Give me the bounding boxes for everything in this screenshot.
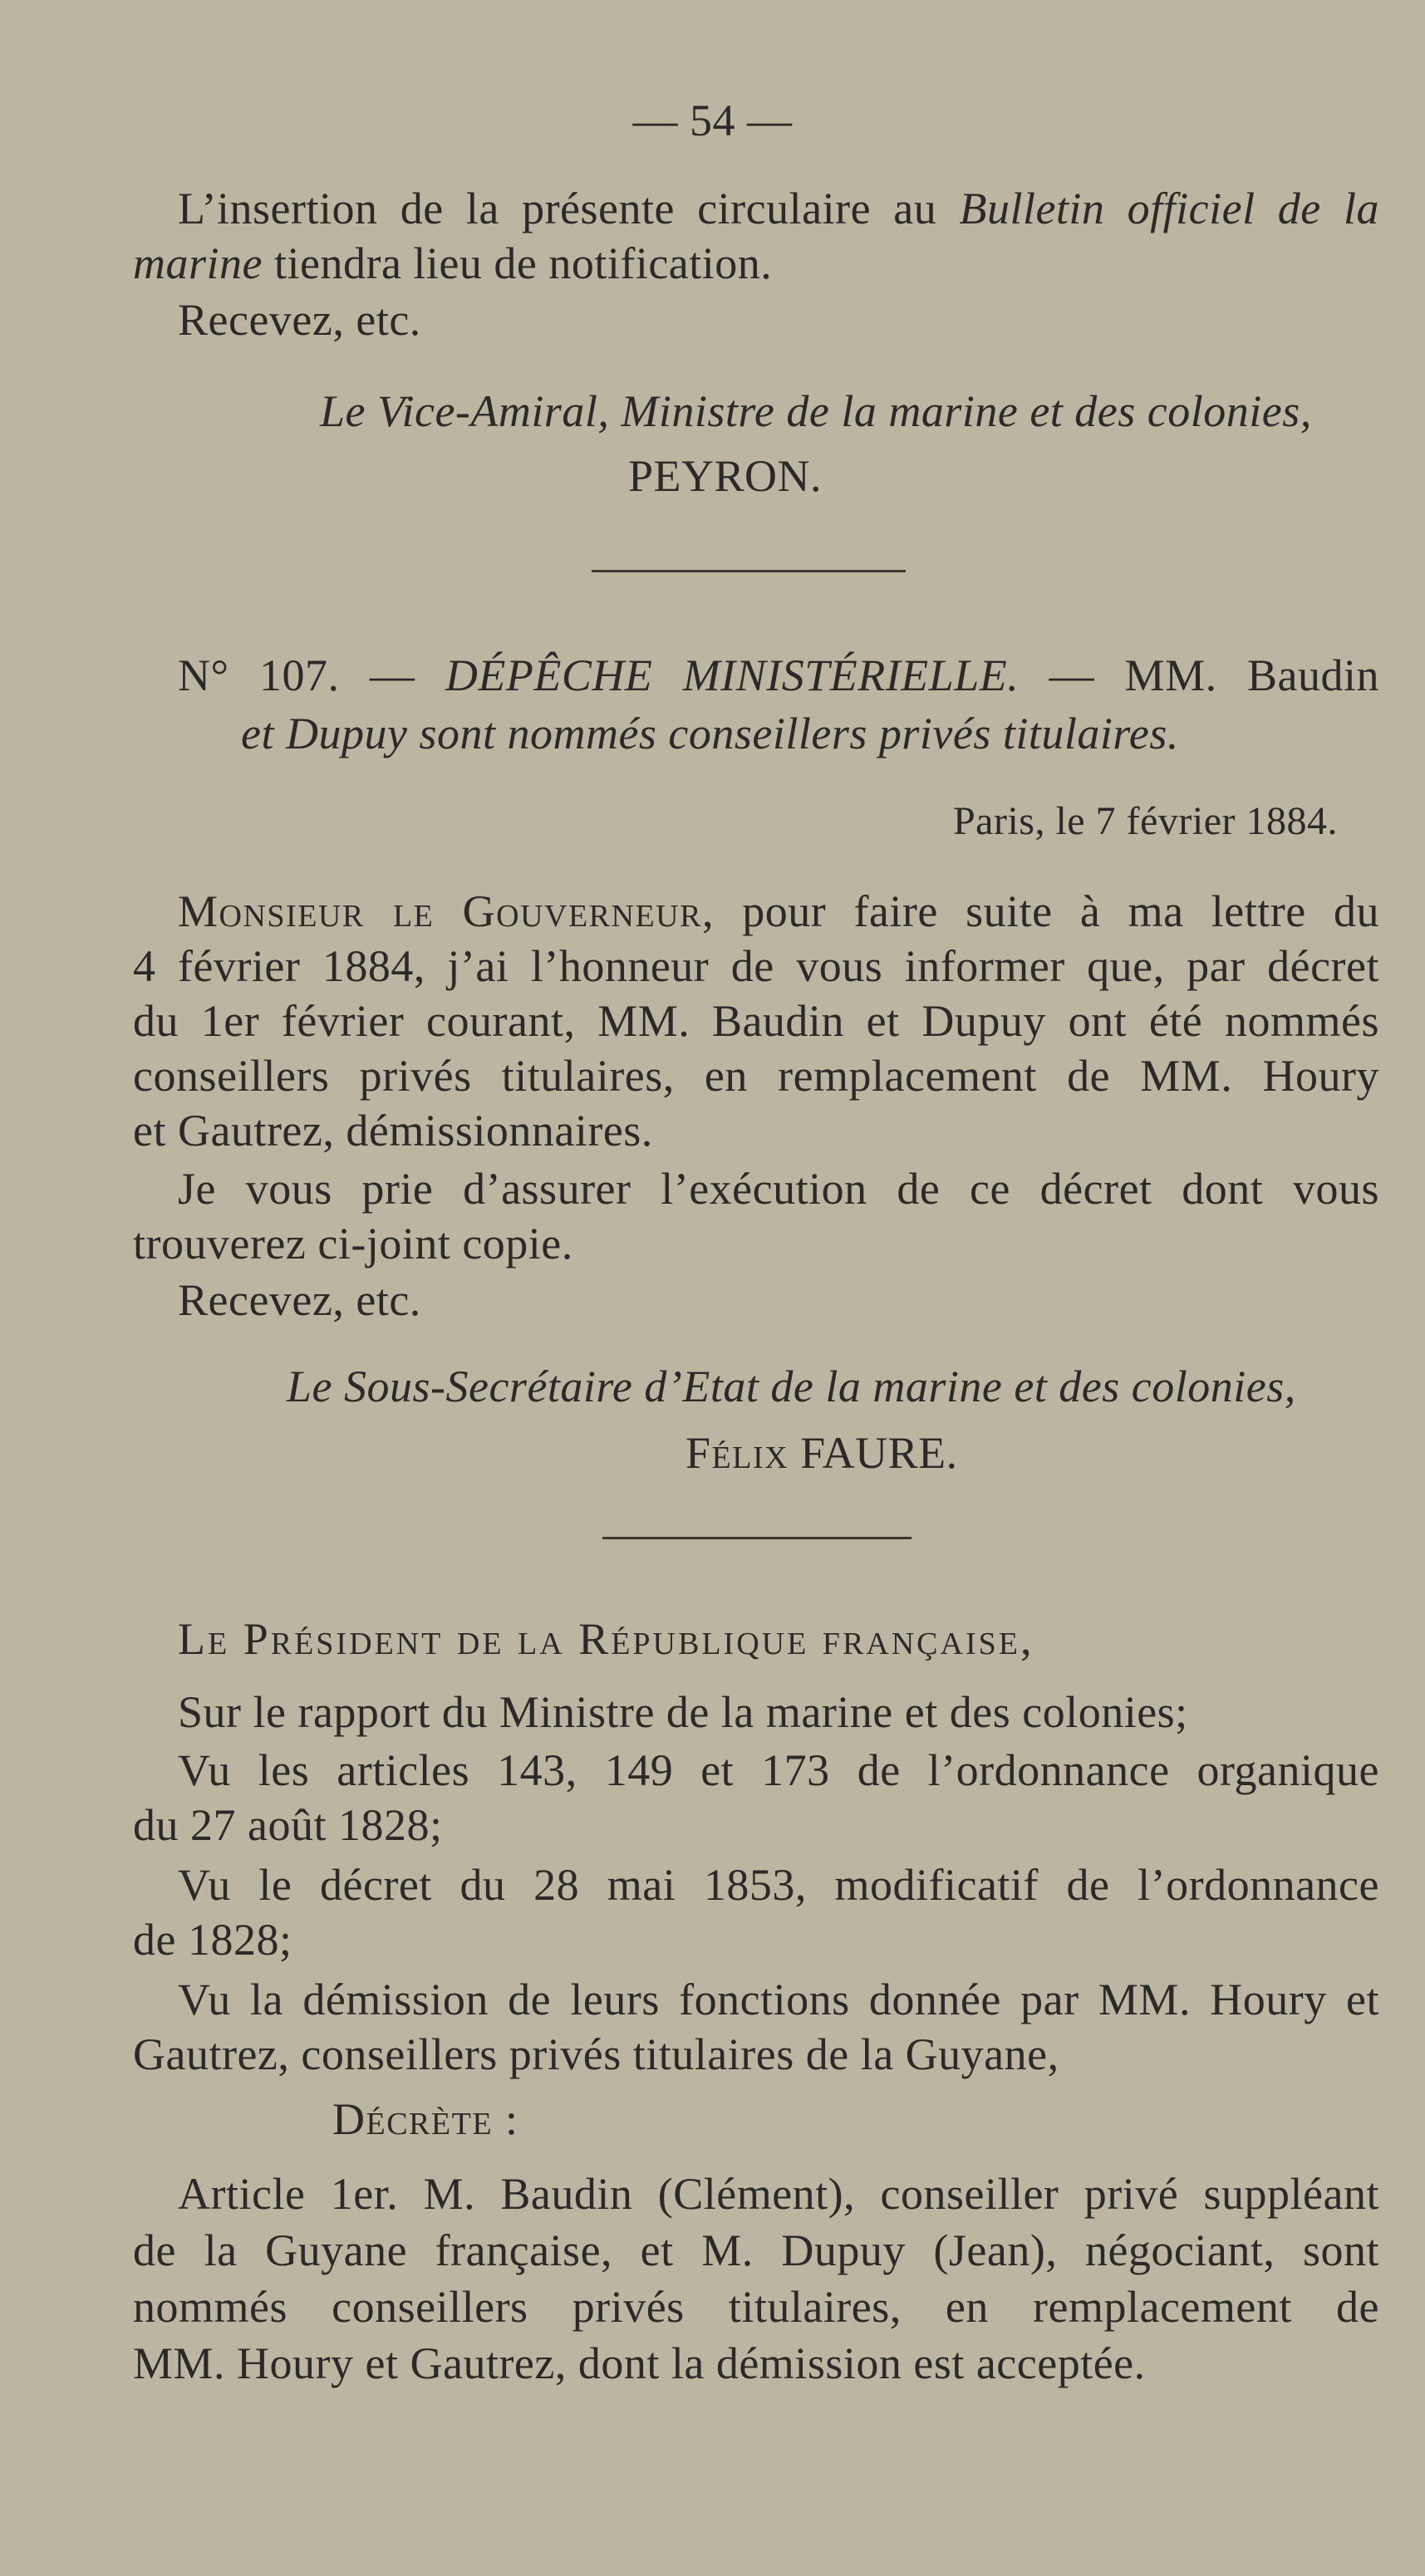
article-line-2: de la Guyane française, et M. Dupuy (Jean), négociant, sont bbox=[133, 2225, 1379, 2275]
decret-vu3-line-2: Gautrez, conseillers privés titulaires de la Guyane, bbox=[133, 2029, 1059, 2079]
letter-p1-line-2: 4 février 1884, j’ai l’honneur de vous informer que, par décret bbox=[133, 941, 1379, 991]
decret-vu2-line-2: de 1828; bbox=[133, 1915, 292, 1965]
article-line-1: Article 1er. M. Baudin (Clément), conseiller privé suppléant bbox=[178, 2169, 1379, 2219]
letter-p1-line-4: conseillers privés titulaires, en remplacement de MM. Houry bbox=[133, 1051, 1379, 1101]
letter-p1-line-1 bbox=[178, 884, 1379, 939]
decret-heading: Le Président de la République française, bbox=[178, 1614, 1034, 1664]
letter-text: pour faire suite à ma lettre du bbox=[714, 886, 1379, 936]
decrete-label: Décrète : bbox=[332, 2094, 519, 2144]
intro-line-2 bbox=[133, 236, 1379, 291]
closing-recevez-2: Recevez, etc. bbox=[178, 1275, 421, 1325]
depeche-number: N° 107. bbox=[178, 650, 340, 700]
letter-p2-line-1: Je vous prie d’assurer l’exécution de ce décret dont vous bbox=[178, 1164, 1379, 1214]
signature-name-faure bbox=[685, 1425, 1101, 1480]
closing-recevez-1: Recevez, etc. bbox=[178, 295, 421, 345]
dateline: Paris, le 7 février 1884. bbox=[952, 799, 1338, 843]
letter-p1-line-5: et Gautrez, démissionnaires. bbox=[133, 1106, 653, 1156]
signature-name-peyron: PEYRON. bbox=[627, 451, 823, 501]
depeche-title: DÉPÊCHE MINISTÉRIELLE. bbox=[445, 650, 1020, 700]
separator-rule-1 bbox=[592, 570, 906, 572]
bulletin-title: Bulletin officiel de la bbox=[959, 184, 1379, 233]
letter-p1-line-3: du 1er février courant, MM. Baudin et Dupuy ont été nommés bbox=[133, 996, 1379, 1046]
decret-vu1-line-1: Vu les articles 143, 149 et 173 de l’ordonnance organique bbox=[178, 1745, 1379, 1795]
signature-last-name: FAURE. bbox=[789, 1428, 958, 1478]
article-line-4: MM. Houry et Gautrez, dont la démission est acceptée. bbox=[133, 2338, 1146, 2388]
decret-sur-rapport: Sur le rapport du Ministre de la marine et des colonies; bbox=[178, 1687, 1188, 1737]
depeche-heading-line-1 bbox=[178, 648, 1379, 703]
signature-first-name: Félix bbox=[685, 1428, 789, 1478]
intro-text: tiendra lieu de notification. bbox=[262, 238, 773, 288]
decret-vu2-line-1: Vu le décret du 28 mai 1853, modificatif de l’ordonnance bbox=[178, 1860, 1379, 1910]
page-number: — 54 — bbox=[632, 96, 793, 145]
marine-word: marine bbox=[133, 238, 263, 288]
signature-title-1: Le Vice-Amiral, Ministre de la marine et des colonies, bbox=[320, 386, 1312, 436]
intro-line-1 bbox=[178, 181, 1379, 236]
signature-title-2: Le Sous-Secrétaire d’Etat de la marine et des colonies, bbox=[287, 1362, 1296, 1411]
decret-vu1-line-2: du 27 août 1828; bbox=[133, 1800, 443, 1850]
decret-vu3-line-1: Vu la démission de leurs fonctions donnée par MM. Houry et bbox=[178, 1975, 1379, 2024]
dash-names: — MM. Baudin bbox=[1019, 650, 1379, 700]
depeche-subject: sont nommés conseillers privés titulaires. bbox=[419, 709, 1179, 758]
intro-text: L’insertion de la présente circulaire au bbox=[178, 184, 960, 233]
salutation: Monsieur le Gouverneur, bbox=[178, 886, 715, 936]
article-line-3: nommés conseillers privés titulaires, en remplacement de bbox=[133, 2282, 1379, 2332]
depeche-heading-line-2 bbox=[241, 706, 1425, 761]
dash: — bbox=[339, 650, 445, 700]
separator-rule-2 bbox=[602, 1537, 912, 1539]
depeche-names: et Dupuy bbox=[241, 709, 420, 758]
letter-p2-line-2: trouverez ci-joint copie. bbox=[133, 1219, 573, 1268]
